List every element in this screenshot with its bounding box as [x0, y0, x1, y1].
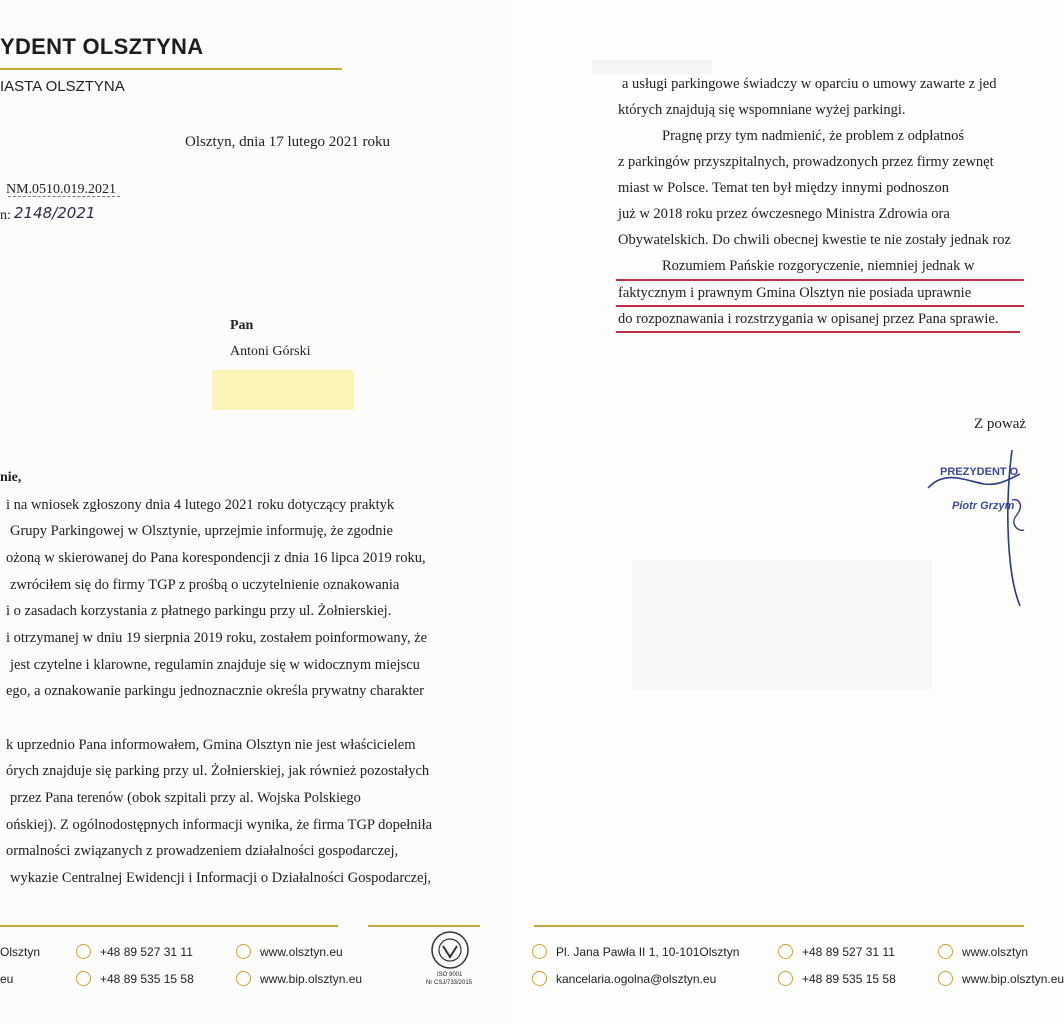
body-line: i otrzymanej w dniu 19 sierpnia 2019 roku, zostałem poinformowany, że	[6, 630, 428, 646]
footer-address: Pl. Jana Pawła II 1, 10-101Olsztyn	[556, 945, 740, 959]
footer-rule	[0, 925, 338, 927]
bip-icon	[236, 971, 251, 986]
letter-page-right	[512, 0, 1064, 1024]
reference-dotted-rule	[8, 196, 120, 198]
body-line: przez Pana terenów (obok szpitali przy al. Wojska Polskiego	[10, 790, 361, 806]
body-line: już w 2018 roku przez ówczesnego Ministra Zdrowia ora	[618, 206, 950, 222]
signature-stamp-name: Piotr Grzym	[952, 500, 1015, 512]
body-line: zwróciłem się do firmy TGP z prośbą o uczytelnienie oznakowania	[10, 577, 400, 593]
iso-certification-logo	[430, 930, 470, 970]
body-line: k uprzednio Pana informowałem, Gmina Olsztyn nie jest właścicielem	[6, 737, 416, 753]
footer-phone: +48 89 527 31 11	[802, 945, 895, 959]
globe-icon	[938, 944, 953, 959]
body-line: wykazie Centralnej Ewidencji i Informacji o Działalności Gospodarczej,	[10, 870, 432, 886]
bip-icon	[938, 971, 953, 986]
footer-fax: +48 89 535 15 58	[802, 972, 896, 986]
body-line: órych znajduje się parking przy ul. Żołnierskiej, jak również pozostałych	[6, 763, 430, 779]
footer-email-link[interactable]: kancelaria.ogolna@olsztyn.eu	[556, 972, 717, 986]
handwritten-reference: 2148/2021	[14, 204, 96, 222]
body-line: i na wniosek zgłoszony dnia 4 lutego 2021 roku dotyczący praktyk	[6, 497, 395, 513]
place-date: Olsztyn, dnia 17 lutego 2021 roku	[185, 134, 390, 150]
body-line: Grupy Parkingowej w Olsztynie, uprzejmie informuję, że zgodnie	[10, 523, 393, 539]
body-line: jest czytelne i klarowne, regulamin znajduje się w widocznym miejscu	[10, 657, 420, 673]
iso-cert-line2: Nr CSJ/733/2015	[426, 980, 473, 986]
footer-bip-link[interactable]: www.bip.olsztyn.eu	[962, 972, 1064, 986]
recipient-name: Antoni Górski	[230, 344, 311, 359]
body-line: ego, a oznakowanie parkingu jednoznacznie określa prywatny charakter	[6, 683, 424, 699]
body-line: z parkingów przyszpitalnych, prowadzonych przez firmy zewnęt	[618, 154, 994, 170]
body-line: ońskiej). Z ogólnodostępnych informacji wynika, że firma TGP dopełniła	[6, 817, 433, 833]
signature-stamp-title: PREZYDENT O	[940, 466, 1019, 478]
body-line: miast w Polsce. Temat ten był między innymi podnoszon	[618, 180, 949, 196]
footer-address: Olsztyn	[0, 945, 41, 959]
letterhead-rule	[0, 68, 342, 70]
footer-rule	[368, 925, 480, 927]
body-line: ormalności związanych z prowadzeniem działalności gospodarczej,	[6, 843, 399, 859]
address-redaction	[212, 370, 354, 410]
footer-fax: +48 89 535 15 58	[100, 972, 194, 986]
bleed-through-mark	[592, 60, 712, 74]
body-line: do rozpoznawania i rozstrzygania w opisanej przez Pana sprawie.	[618, 311, 999, 327]
closing-phrase: Z poważ	[974, 416, 1027, 432]
footer-web-link[interactable]: www.olsztyn	[962, 945, 1029, 959]
body-line: których znajdują się wspomniane wyżej parkingi.	[618, 102, 906, 118]
footer-bip-link[interactable]: www.bip.olsztyn.eu	[260, 972, 363, 986]
highlight-underline	[616, 305, 1024, 307]
body-line: Pragnę przy tym nadmienić, że problem z odpłatnoś	[662, 128, 964, 144]
footer-rule	[534, 925, 1024, 927]
body-line: faktycznym i prawnym Gmina Olsztyn nie posiada uprawnie	[618, 285, 972, 301]
body-line: a usługi parkingowe świadczy w oparciu o umowy zawarte z jed	[622, 76, 997, 92]
location-icon	[532, 944, 547, 959]
handwritten-signature	[924, 440, 1024, 610]
footer-phone: +48 89 527 31 11	[100, 945, 193, 959]
reference-label: n:	[0, 208, 11, 223]
letterhead-title: YDENT OLSZTYNA	[0, 34, 204, 59]
globe-icon	[236, 944, 251, 959]
highlight-underline	[616, 331, 1020, 333]
bleed-through-mark	[632, 560, 932, 690]
fax-icon	[76, 971, 91, 986]
fax-icon	[778, 971, 793, 986]
letter-page-left	[0, 0, 512, 1024]
phone-icon	[778, 944, 793, 959]
reference-number: NM.0510.019.2021	[6, 182, 117, 197]
recipient-salutation: Pan	[230, 318, 254, 333]
footer-email: eu	[0, 972, 14, 986]
highlight-underline	[616, 279, 1024, 281]
footer-web-link[interactable]: www.olsztyn.eu	[260, 945, 343, 959]
body-line: ożoną w skierowanej do Pana korespondencji z dnia 16 lipca 2019 roku,	[6, 550, 426, 566]
body-line: Rozumiem Pańskie rozgoryczenie, niemniej jednak w	[662, 258, 975, 274]
greeting: nie,	[0, 470, 22, 485]
body-line: i o zasadach korzystania z płatnego parkingu przy ul. Żołnierskiej.	[6, 603, 392, 619]
iso-cert-line1: ISO 9001	[437, 972, 463, 978]
letterhead-subtitle: IASTA OLSZTYNA	[0, 78, 125, 95]
body-line: Obywatelskich. Do chwili obecnej kwestie te nie zostały jednak roz	[618, 232, 1011, 248]
email-icon	[532, 971, 547, 986]
phone-icon	[76, 944, 91, 959]
